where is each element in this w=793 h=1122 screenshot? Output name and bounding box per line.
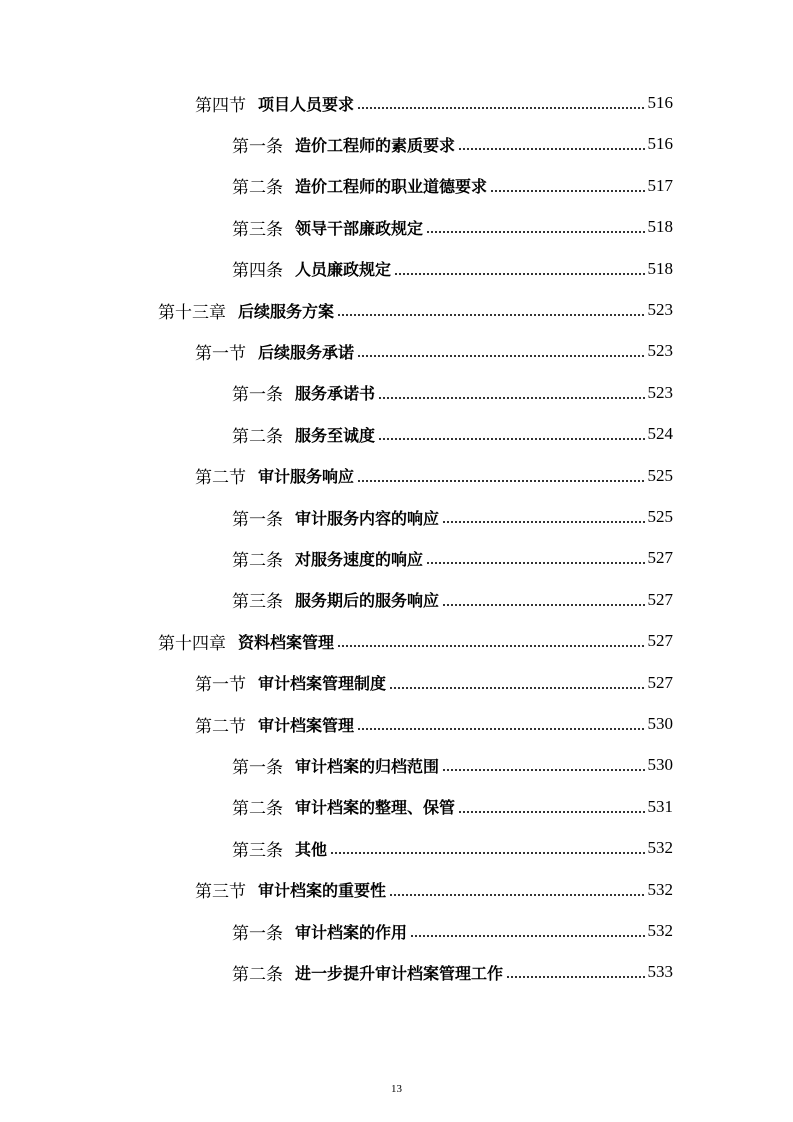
dot-leader bbox=[458, 148, 645, 150]
toc-entry-number: 第二条 bbox=[232, 964, 283, 984]
dot-leader bbox=[389, 894, 645, 896]
toc-entry-number: 第一条 bbox=[232, 923, 283, 943]
toc-entry-page: 516 bbox=[647, 134, 673, 154]
toc-entry-number: 第三条 bbox=[232, 592, 283, 612]
toc-entry-page: 523 bbox=[647, 382, 673, 402]
dot-leader bbox=[357, 728, 645, 730]
toc-entry-page: 532 bbox=[647, 879, 673, 899]
toc-entry-title: 资料档案管理 bbox=[238, 632, 335, 652]
dot-leader bbox=[378, 397, 645, 399]
dot-leader bbox=[337, 314, 645, 316]
toc-entry-page: 532 bbox=[647, 838, 673, 858]
toc-entry[interactable] bbox=[232, 957, 673, 987]
toc-entry[interactable] bbox=[232, 543, 673, 573]
dot-leader bbox=[506, 976, 645, 978]
toc-entry-title: 服务至诚度 bbox=[295, 425, 376, 445]
toc-entry-number: 第三条 bbox=[232, 840, 283, 860]
toc-entry[interactable] bbox=[195, 668, 673, 698]
toc-entry-title: 审计档案的重要性 bbox=[258, 881, 387, 901]
toc-entry-title: 人员廉政规定 bbox=[295, 260, 392, 280]
toc-entry-number: 第一条 bbox=[232, 136, 283, 156]
toc-entry-number: 第三节 bbox=[195, 882, 246, 902]
dot-leader bbox=[426, 231, 645, 233]
toc-entry[interactable] bbox=[232, 419, 673, 449]
toc-entry[interactable] bbox=[232, 916, 673, 946]
toc-entry[interactable] bbox=[232, 378, 673, 408]
dot-leader bbox=[426, 562, 645, 564]
toc-entry-title: 造价工程师的职业道德要求 bbox=[295, 177, 488, 197]
toc-entry-number: 第二条 bbox=[232, 550, 283, 570]
toc-entry-title: 后续服务承诺 bbox=[258, 342, 355, 362]
toc-entry[interactable] bbox=[232, 792, 673, 822]
toc-entry-number: 第十四章 bbox=[158, 633, 226, 653]
toc-entry-page: 527 bbox=[647, 548, 673, 568]
toc-entry-number: 第二条 bbox=[232, 799, 283, 819]
toc-entry-page: 516 bbox=[647, 93, 673, 112]
toc-entry-page: 530 bbox=[647, 755, 673, 775]
toc-entry[interactable] bbox=[195, 709, 673, 739]
toc-entry[interactable] bbox=[232, 171, 673, 201]
toc-entry-title: 造价工程师的素质要求 bbox=[295, 135, 456, 155]
toc-entry[interactable] bbox=[232, 585, 673, 615]
dot-leader bbox=[357, 480, 645, 482]
dot-leader bbox=[442, 604, 645, 606]
toc-entry-title: 审计服务内容的响应 bbox=[295, 508, 440, 528]
toc-entry-page: 527 bbox=[647, 672, 673, 692]
dot-leader bbox=[442, 521, 645, 523]
toc-entry-page: 524 bbox=[647, 424, 673, 444]
dot-leader bbox=[357, 355, 645, 357]
toc-entry-number: 第四节 bbox=[195, 95, 246, 115]
toc-entry[interactable] bbox=[158, 295, 673, 325]
dot-leader bbox=[458, 811, 645, 813]
toc-entry-title: 其他 bbox=[295, 839, 328, 859]
toc-entry-number: 第四条 bbox=[232, 261, 283, 281]
toc-entry-number: 第一条 bbox=[232, 385, 283, 405]
toc-entry-number: 第一条 bbox=[232, 757, 283, 777]
toc-entry-page: 525 bbox=[647, 465, 673, 485]
toc-entry-title: 领导干部廉政规定 bbox=[295, 218, 424, 238]
toc-entry-title: 项目人员要求 bbox=[258, 94, 355, 114]
toc-entry[interactable] bbox=[232, 212, 673, 242]
toc-entry-page: 523 bbox=[647, 300, 673, 319]
toc-entry-page: 525 bbox=[647, 507, 673, 526]
toc-entry-number: 第二条 bbox=[232, 426, 283, 446]
dot-leader bbox=[410, 935, 645, 937]
toc-entry-page: 518 bbox=[647, 217, 673, 237]
toc-entry[interactable] bbox=[232, 750, 673, 780]
toc-entry-page: 527 bbox=[647, 589, 673, 609]
toc-entry[interactable] bbox=[232, 254, 673, 284]
toc-entry-page: 523 bbox=[647, 341, 673, 361]
toc-entry-number: 第一节 bbox=[195, 343, 246, 363]
toc-entry-number: 第二节 bbox=[195, 716, 246, 736]
toc-entry-page: 518 bbox=[647, 258, 673, 278]
toc-entry-number: 第二条 bbox=[232, 178, 283, 198]
toc-entry-title: 审计档案的归档范围 bbox=[295, 756, 440, 776]
toc-entry-page: 532 bbox=[647, 921, 673, 940]
toc-entry-title: 审计档案管理 bbox=[258, 715, 355, 735]
toc-entry[interactable] bbox=[232, 502, 673, 532]
toc-entry[interactable] bbox=[232, 129, 673, 159]
toc-entry-title: 服务承诺书 bbox=[295, 384, 376, 404]
toc-entry[interactable] bbox=[195, 875, 673, 905]
toc-entry-title: 审计档案的整理、保管 bbox=[295, 798, 456, 818]
toc-entry-number: 第二节 bbox=[195, 468, 246, 488]
toc-entry-page: 531 bbox=[647, 796, 673, 816]
toc-entry[interactable] bbox=[195, 461, 673, 491]
toc-entry[interactable] bbox=[195, 336, 673, 366]
toc-entry-title: 后续服务方案 bbox=[238, 301, 335, 321]
page-number: 13 bbox=[391, 1083, 402, 1095]
toc-entry-page: 517 bbox=[647, 175, 673, 195]
toc-entry-title: 对服务速度的响应 bbox=[295, 549, 424, 569]
toc-entry[interactable] bbox=[232, 833, 673, 863]
dot-leader bbox=[357, 107, 645, 109]
dot-leader bbox=[337, 645, 645, 647]
toc-entry-number: 第十三章 bbox=[158, 302, 226, 322]
toc-entry-page: 530 bbox=[647, 714, 673, 733]
toc-entry[interactable] bbox=[195, 88, 673, 118]
toc-entry-title: 审计服务响应 bbox=[258, 467, 355, 487]
toc-entry-page: 527 bbox=[647, 631, 673, 651]
toc-entry[interactable] bbox=[158, 626, 673, 656]
toc-entry-title: 审计档案管理制度 bbox=[258, 674, 387, 694]
toc-entry-number: 第三条 bbox=[232, 219, 283, 239]
toc-entry-title: 进一步提升审计档案管理工作 bbox=[295, 963, 504, 983]
toc-entry-page: 533 bbox=[647, 962, 673, 982]
dot-leader bbox=[490, 190, 645, 192]
dot-leader bbox=[330, 852, 645, 854]
dot-leader bbox=[378, 438, 645, 440]
toc-entry-number: 第一节 bbox=[195, 675, 246, 695]
toc-entry-number: 第一条 bbox=[232, 509, 283, 529]
dot-leader bbox=[389, 687, 645, 689]
toc-entry-title: 审计档案的作用 bbox=[295, 922, 408, 942]
dot-leader bbox=[442, 769, 645, 771]
dot-leader bbox=[394, 273, 645, 275]
toc-entry-title: 服务期后的服务响应 bbox=[295, 591, 440, 611]
